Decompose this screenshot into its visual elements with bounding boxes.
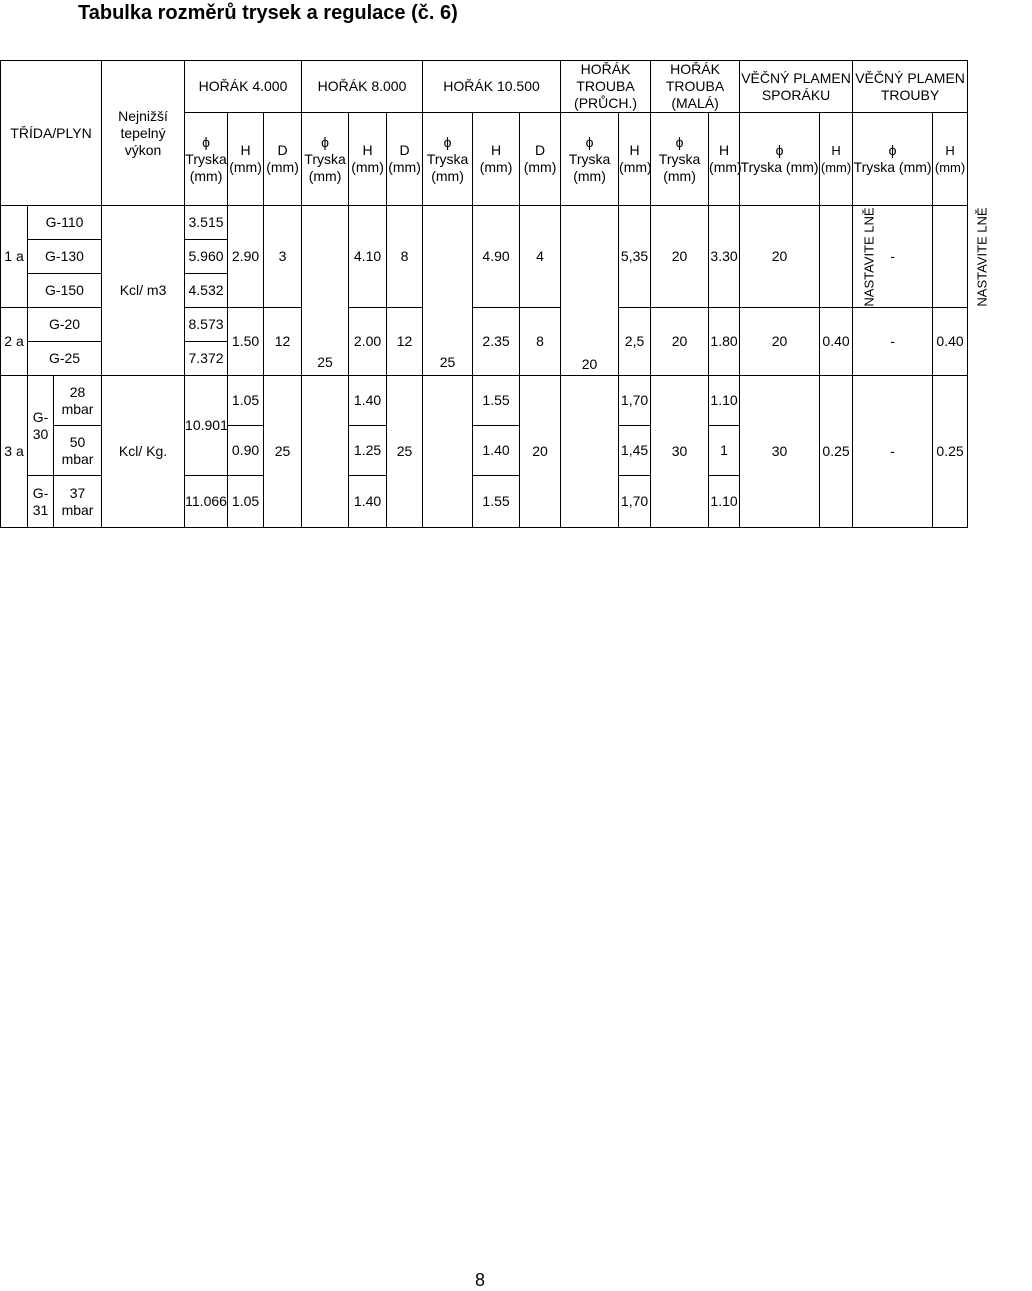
sub-d: D (mm) xyxy=(520,113,561,206)
val: 2,5 xyxy=(619,308,651,376)
val: 20 xyxy=(651,206,709,308)
val: 12 xyxy=(387,308,423,376)
class-3a: 3 a xyxy=(1,376,28,528)
sub-nozzle: ϕ Tryska (mm) xyxy=(302,113,349,206)
val: 1.50 xyxy=(228,308,264,376)
val: 1.80 xyxy=(709,308,740,376)
val: 0.40 xyxy=(933,308,968,376)
header-burner-4000: HOŘÁK 4.000 xyxy=(185,61,302,113)
output-value: 7.372 xyxy=(185,342,228,376)
nozzle-table xyxy=(0,60,990,528)
class-2a: 2 a xyxy=(1,308,28,376)
val: - xyxy=(853,206,933,308)
val: 3.30 xyxy=(709,206,740,308)
val: 20 xyxy=(651,308,709,376)
val: 1.40 xyxy=(349,376,387,426)
val: 1 xyxy=(709,426,740,476)
gas-g20: G-20 xyxy=(28,308,102,342)
sub-nozzle: ϕ Tryska (mm) xyxy=(185,113,228,206)
val: 8 xyxy=(387,206,423,308)
header-class-gas: TŘÍDA/PLYN xyxy=(1,61,102,206)
pressure-28: 28 mbar xyxy=(54,376,102,426)
sub-h: H (mm) xyxy=(228,113,264,206)
pressure-37: 37 mbar xyxy=(54,476,102,528)
header-burner-8000: HOŘÁK 8.000 xyxy=(302,61,423,113)
val: 0.40 xyxy=(820,308,853,376)
val: 20 xyxy=(740,308,820,376)
header-oven-small: HOŘÁK TROUBA (MALÁ) xyxy=(651,61,740,113)
pressure-50: 50 mbar xyxy=(54,426,102,476)
val: 1.10 xyxy=(709,376,740,426)
header-oven-through: HOŘÁK TROUBA (PRŮCH.) xyxy=(561,61,651,113)
header-pilot-stove: VĚČNÝ PLAMEN SPORÁKU xyxy=(740,61,853,113)
val: 1.05 xyxy=(228,476,264,528)
d-value: 25 xyxy=(423,206,473,376)
sub-h: H (mm) xyxy=(709,113,740,206)
output-value: 8.573 xyxy=(185,308,228,342)
val: 30 xyxy=(651,376,709,528)
val: 25 xyxy=(387,376,423,528)
val: 8 xyxy=(520,308,561,376)
val: - xyxy=(853,376,933,528)
sub-d: D (mm) xyxy=(387,113,423,206)
sub-nozzle: ϕ Tryska (mm) xyxy=(423,113,473,206)
sub-nozzle: ϕ Tryska (mm) xyxy=(561,113,619,206)
adjust-note: NASTAVITE LNĚ xyxy=(933,206,968,308)
header-min-output: Nejnižší tepelný výkon xyxy=(102,61,185,206)
sub-nozzle: ϕ Tryska (mm) xyxy=(853,113,933,206)
val: 1.40 xyxy=(473,426,520,476)
gas-g31: G-31 xyxy=(28,476,54,528)
empty-cell xyxy=(302,376,349,528)
empty-cell xyxy=(561,376,619,528)
val: 2.00 xyxy=(349,308,387,376)
unit-kcl-m3: Kcl/ m3 xyxy=(102,206,185,376)
d-value: 20 xyxy=(561,206,619,376)
sub-h: H (mm) xyxy=(933,113,968,206)
gas-g150: G-150 xyxy=(28,274,102,308)
page-title: Tabulka rozměrů trysek a regulace (č. 6) xyxy=(78,2,458,24)
page-number: 8 xyxy=(474,1270,485,1290)
val: 3 xyxy=(264,206,302,308)
output-value: 3.515 xyxy=(185,206,228,240)
val: 1,70 xyxy=(619,376,651,426)
sub-d: D (mm) xyxy=(264,113,302,206)
val: 1,70 xyxy=(619,476,651,528)
val: 25 xyxy=(264,376,302,528)
gas-g30: G-30 xyxy=(28,376,54,476)
val: 5,35 xyxy=(619,206,651,308)
val: - xyxy=(853,308,933,376)
output-value: 11.066 xyxy=(185,476,228,528)
gas-g130: G-130 xyxy=(28,240,102,274)
val: 1.55 xyxy=(473,376,520,426)
class-1a: 1 a xyxy=(1,206,28,308)
sub-h: H (mm) xyxy=(619,113,651,206)
sub-nozzle: ϕ Tryska (mm) xyxy=(740,113,820,206)
val: 2.35 xyxy=(473,308,520,376)
val: 30 xyxy=(740,376,820,528)
val: 20 xyxy=(740,206,820,308)
d-value: 25 xyxy=(302,206,349,376)
sub-h: H (mm) xyxy=(820,113,853,206)
val: 1.40 xyxy=(349,476,387,528)
val: 0.90 xyxy=(228,426,264,476)
output-value: 4.532 xyxy=(185,274,228,308)
val: 1,45 xyxy=(619,426,651,476)
val: 1.10 xyxy=(709,476,740,528)
val: 4 xyxy=(520,206,561,308)
header-pilot-oven: VĚČNÝ PLAMEN TROUBY xyxy=(853,61,968,113)
empty-cell xyxy=(423,376,473,528)
val: 12 xyxy=(264,308,302,376)
val: 20 xyxy=(520,376,561,528)
adjust-note: NASTAVITE LNĚ xyxy=(820,206,853,308)
unit-kcl-kg: Kcl/ Kg. xyxy=(102,376,185,528)
val: 4.10 xyxy=(349,206,387,308)
gas-g110: G-110 xyxy=(28,206,102,240)
header-burner-10500: HOŘÁK 10.500 xyxy=(423,61,561,113)
gas-g25: G-25 xyxy=(28,342,102,376)
output-value: 10.901 xyxy=(185,376,228,476)
val: 0.25 xyxy=(933,376,968,528)
val: 1.55 xyxy=(473,476,520,528)
output-value: 5.960 xyxy=(185,240,228,274)
val: 1.05 xyxy=(228,376,264,426)
val: 0.25 xyxy=(820,376,853,528)
val: 4.90 xyxy=(473,206,520,308)
val: 2.90 xyxy=(228,206,264,308)
val: 1.25 xyxy=(349,426,387,476)
sub-nozzle: ϕ Tryska (mm) xyxy=(651,113,709,206)
sub-h: H (mm) xyxy=(473,113,520,206)
sub-h: H (mm) xyxy=(349,113,387,206)
